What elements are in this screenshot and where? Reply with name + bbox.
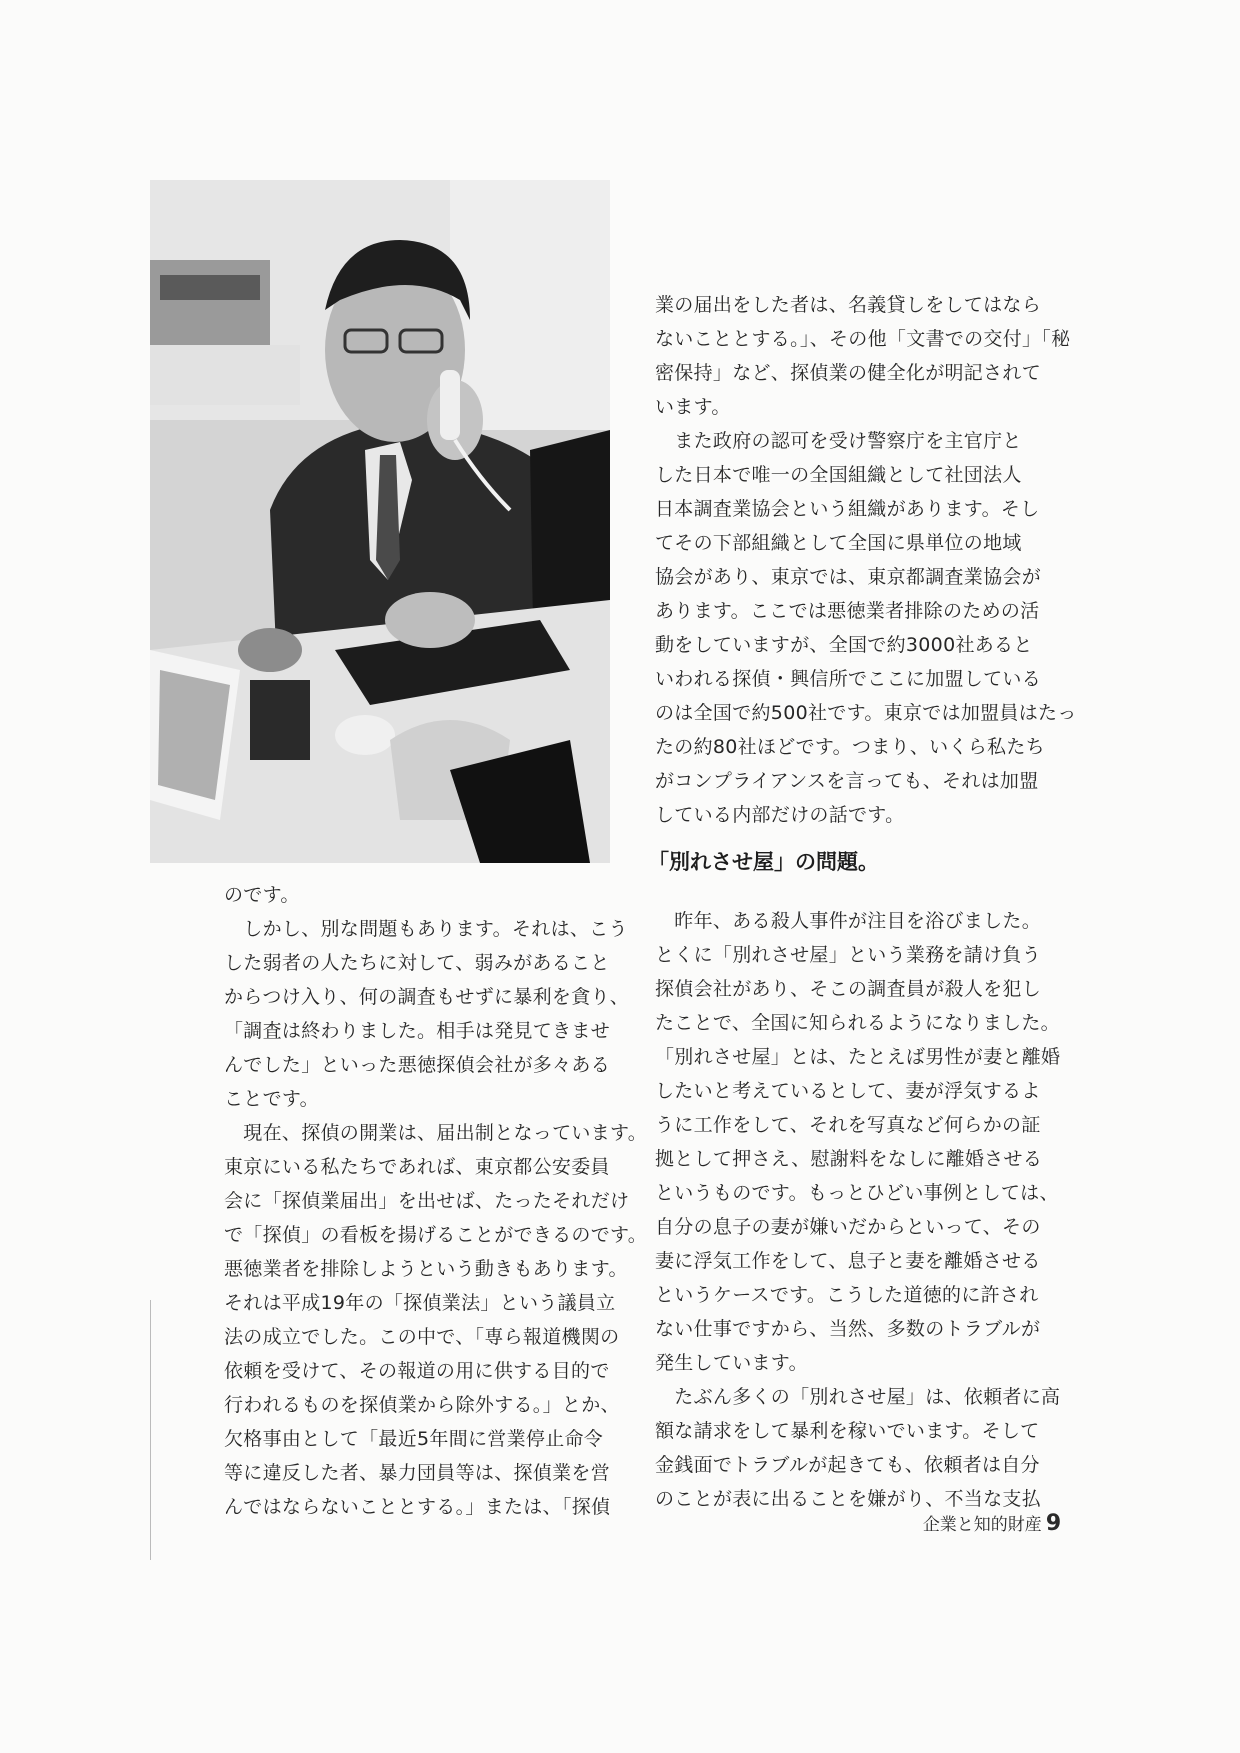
text-line: からつけ入り、何の調査もせずに暴利を貪り、 — [224, 986, 630, 1008]
text-line: いわれる探偵・興信所でここに加盟している — [655, 668, 1042, 690]
text-line: 妻に浮気工作をして、息子と妻を離婚させる — [655, 1250, 1041, 1272]
text-line: 東京にいる私たちであれば、東京都公安委員 — [224, 1156, 610, 1178]
text-line: います。 — [655, 396, 731, 418]
text-line: 会に「探偵業届出」を出せば、たったそれだけ — [224, 1190, 630, 1212]
text-line: あります。ここでは悪徳業者排除のための活 — [655, 600, 1040, 622]
text-line: ない仕事ですから、当然、多数のトラブルが — [655, 1318, 1041, 1340]
scan-edge-line — [150, 1300, 151, 1560]
text-line: ないこととする。」、その他「文書での交付」「秘 — [655, 328, 1071, 350]
text-line: 現在、探偵の開業は、届出制となっています。 — [224, 1122, 648, 1144]
text-line: たことで、全国に知られるようになりました。 — [655, 1012, 1060, 1034]
article-photo — [150, 180, 610, 863]
text-line: 等に違反した者、暴力団員等は、探偵業を営 — [224, 1462, 611, 1484]
text-line: 額な請求をして暴利を稼いでいます。そして — [655, 1420, 1040, 1442]
text-line: 欠格事由として「最近5年間に営業停止命令 — [224, 1428, 604, 1450]
text-line: のは全国で約500社です。東京では加盟員はたっ — [655, 702, 1077, 724]
text-line: 金銭面でトラブルが起きても、依頼者は自分 — [655, 1454, 1040, 1476]
text-line: で「探偵」の看板を揚げることができるのです。 — [224, 1224, 648, 1246]
text-line: のです。 — [224, 884, 300, 906]
text-line: とくに「別れさせ屋」という業務を請け負う — [655, 944, 1042, 966]
text-line: 動をしていますが、全国で約3000社あると — [655, 634, 1033, 656]
text-line: 業の届出をした者は、名義貸しをしてはなら — [655, 294, 1042, 316]
text-line: んではならないこととする。」または、「探偵 — [224, 1496, 611, 1518]
text-line: 探偵会社があり、そこの調査員が殺人を犯し — [655, 978, 1042, 1000]
text-line: 依頼を受けて、その報道の用に供する目的で — [224, 1360, 610, 1382]
text-line: 「調査は終わりました。相手は発見てきませ — [224, 1020, 611, 1042]
text-line: てその下部組織として全国に県単位の地域 — [655, 532, 1022, 554]
left-column-text — [224, 878, 648, 1524]
section-heading: 「別れさせ屋」の問題。 — [648, 850, 879, 874]
text-line: 日本調査業協会という組織があります。そし — [655, 498, 1040, 520]
page-number: 9 — [1045, 1511, 1062, 1536]
right-column-bottom-text — [655, 904, 1075, 1516]
text-line: 協会があり、東京では、東京都調査業協会が — [655, 566, 1042, 588]
text-line: 昨年、ある殺人事件が注目を浴びました。 — [655, 910, 1042, 932]
text-line: それは平成19年の「探偵業法」という議員立 — [224, 1292, 616, 1314]
text-line: 「別れさせ屋」とは、たとえば男性が妻と離婚 — [655, 1046, 1061, 1068]
text-line: したいと考えているとして、妻が浮気するよ — [655, 1080, 1041, 1102]
text-line: のことが表に出ることを嫌がり、不当な支払 — [655, 1488, 1042, 1510]
text-line: というものです。もっとひどい事例としては、 — [655, 1182, 1059, 1204]
magazine-title: 企業と知的財産 — [922, 1515, 1042, 1535]
text-line: した弱者の人たちに対して、弱みがあること — [224, 952, 610, 974]
text-line: 発生しています。 — [655, 1352, 808, 1374]
text-line: たぶん多くの「別れさせ屋」は、依頼者に高 — [655, 1386, 1061, 1408]
text-line: しかし、別な問題もあります。それは、こう — [224, 918, 628, 940]
text-line: 法の成立でした。この中で、「専ら報道機関の — [224, 1326, 620, 1348]
text-line: んでした」といった悪徳探偵会社が多々ある — [224, 1054, 611, 1076]
text-line: 自分の息子の妻が嫌いだからといって、その — [655, 1216, 1041, 1238]
text-line: というケースです。こうした道徳的に許され — [655, 1284, 1039, 1306]
text-line: している内部だけの話です。 — [655, 804, 905, 826]
text-line: 行われるものを探偵業から除外する。」とか、 — [224, 1394, 620, 1416]
page-footer — [912, 1490, 1061, 1536]
text-line: ことです。 — [224, 1088, 319, 1110]
text-line: また政府の認可を受け警察庁を主官庁と — [655, 430, 1022, 452]
text-line: 密保持」など、探偵業の健全化が明記されて — [655, 362, 1042, 384]
text-line: うに工作をして、それを写真など何らかの証 — [655, 1114, 1041, 1136]
text-line: たの約80社ほどです。つまり、いくら私たち — [655, 736, 1045, 758]
right-column-top-text — [655, 288, 1075, 832]
text-line: 拠として押さえ、慰謝料をなしに離婚させる — [655, 1148, 1043, 1170]
text-line: がコンプライアンスを言っても、それは加盟 — [655, 770, 1039, 792]
text-line: 悪徳業者を排除しようという動きもあります。 — [224, 1258, 628, 1280]
text-line: した日本で唯一の全国組織として社団法人 — [655, 464, 1022, 486]
